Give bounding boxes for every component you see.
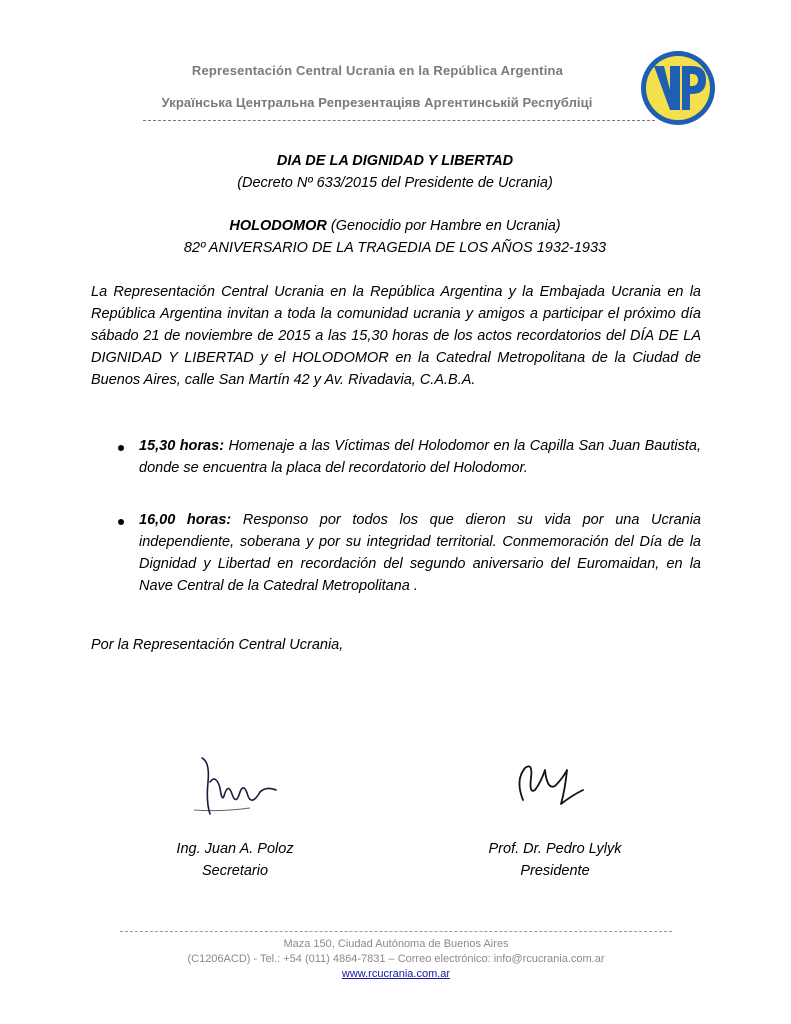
item-time: 16,00 horas: <box>139 512 232 528</box>
footer-contact: (C1206ACD) - Tel.: +54 (011) 4864-7831 – Correo electrónico: info@rcucrania.com.ar <box>187 953 605 965</box>
title-line-1: DIA DE LA DIGNIDAD Y LIBERTAD <box>276 153 514 169</box>
header-org-es: Representación Central Ucrania en la República Argentina <box>191 63 564 78</box>
footer-website-row <box>120 967 672 982</box>
title-holodomor-subtitle: (Genocidio por Hambre en Ucrania) <box>326 218 561 234</box>
signature-lylyk <box>505 760 595 820</box>
list-item <box>139 509 701 597</box>
header-divider <box>143 120 655 121</box>
closing-line: Por la Representación Central Ucrania, <box>91 637 344 653</box>
website-link[interactable]: www.rcucrania.com.ar <box>341 968 451 980</box>
item-text: Homenaje a las Víctimas del Holodomor en la Capilla San Juan Bautista, donde se encuentra la placa del recordatorio del Holodomor. <box>139 438 701 476</box>
item-time: 15,30 horas: <box>139 438 225 454</box>
title-line-4: 82º ANIVERSARIO DE LA TRAGEDIA DE LOS AÑOS 1932-1933 <box>183 240 607 256</box>
rcu-logo-icon <box>640 50 716 126</box>
title-line-2: (Decreto Nº 633/2015 del Presidente de Ucrania) <box>237 175 553 191</box>
signature-name-right: Prof. Dr. Pedro Lylyk <box>488 841 622 857</box>
bullet-icon <box>118 519 124 525</box>
signature-poloz <box>180 752 290 822</box>
signature-role-right: Presidente <box>520 863 590 879</box>
signature-name-left: Ing. Juan A. Poloz <box>176 841 294 857</box>
bullet-icon <box>118 445 124 451</box>
invitation-paragraph: La Representación Central Ucrania en la República Argentina y la Embajada Ucrania en la República Argentina invitan a toda la comunidad ucrania y amigos a participar el próximo día sábado 21 de noviembre de 2015 a las 15,30 horas de los actos recordatorios del DÍA DE LA DIGNIDAD Y LIBERTAD y el HOLODOMOR en la Catedral Metropolitana de la Ciudad de Buenos Aires, calle San Martín 42 y Av. Rivadavia, C.A.B.A. <box>91 284 701 388</box>
footer-address: Maza 150, Ciudad Autónoma de Buenos Aires <box>283 938 509 950</box>
signature-role-left: Secretario <box>201 863 269 879</box>
item-text: Responso por todos los que dieron su vida por una Ucrania independiente, soberana y por su integridad territorial. Conmemoración del Día de la Dignidad y Libertad en recordación del segundo aniversario del Euromaidan, en la Nave Central de la Catedral Metropolitana . <box>139 512 701 594</box>
footer-divider <box>120 931 672 932</box>
header-org-uk: Українська Центральна Репрезентаціяв Аргентинській Республіці <box>161 95 593 110</box>
title-line-3 <box>90 215 700 237</box>
title-holodomor: HOLODOMOR <box>229 218 327 234</box>
list-item <box>139 435 701 479</box>
